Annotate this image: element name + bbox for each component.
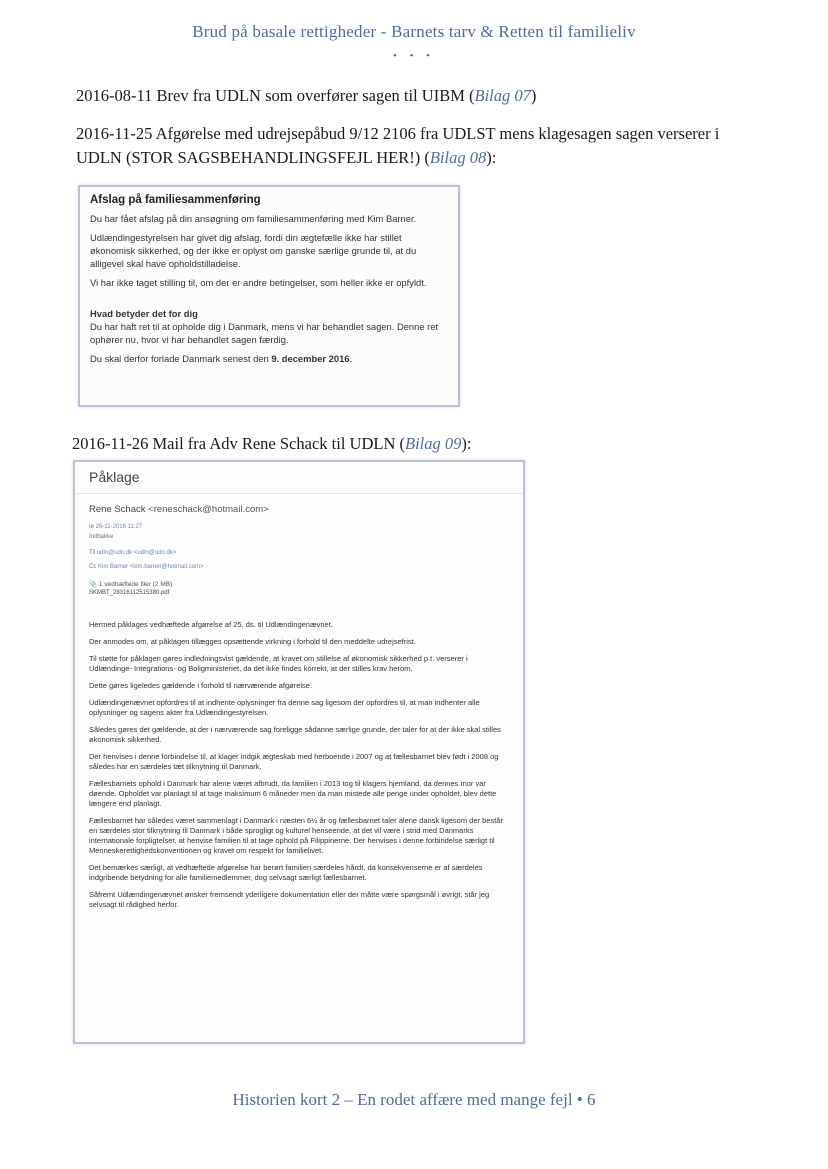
sender-email: <reneschack@hotmail.com> xyxy=(148,504,269,515)
deadline-end: . xyxy=(349,353,353,364)
entry-text: 2016-11-26 Mail fra Adv Rene Schack til UDLN ( xyxy=(72,434,405,453)
entry-text: 2016-08-11 Brev fra UDLN som overfører sagen til UIBM ( xyxy=(76,86,475,105)
email-paragraph: Der anmodes om, at påklagen tillægges opsættende virkning i forhold til den meddelte udrejsefrist. xyxy=(89,637,416,646)
deadline-date: 9. december 2016 xyxy=(271,353,350,364)
email-subject: Påklage xyxy=(75,462,523,494)
paperclip-icon: 📎 xyxy=(89,581,98,588)
bilag-reference: Bilag 08 xyxy=(429,148,487,167)
email-paragraph: Dette gøres ligeledes gældende i forhold til nærværende afgørelse. xyxy=(89,681,313,690)
email-paragraph: Til støtte for påklagen gøres indledningsvist gældende, at kravet om stillelse af økonomisk sikkerhed p.t. verserer i Udlændinge- Integrations- og Boligministeriet, da det ikke findes korrekt, at der stilles krav herom. xyxy=(89,654,468,673)
email-folder: Indbakke xyxy=(89,534,114,540)
cc-label: Cc xyxy=(89,564,97,570)
email-attachment xyxy=(89,580,509,588)
decision-paragraph: Du har haft ret til at opholde dig i Danmark, mens vi har behandlet sagen. Denne ret ophører nu, hvor vi har behandlet sagen færdig. xyxy=(90,321,439,345)
to-address: udln@udn.dk <udln@udn.dk> xyxy=(96,550,177,556)
email-paragraph: Der henvises i denne forbindelse til, at klager indgik ægteskab med herboende i 2007 og at fællesbarnet blev født i 2008 og således har en særdeles tæt tilknytning til Danmark. xyxy=(89,752,499,771)
decision-paragraph: Du har fået afslag på din ansøgning om familiesammenføring med Kim Barner. xyxy=(90,213,417,224)
email-cc xyxy=(89,562,509,572)
entry-2016-11-26 xyxy=(72,432,732,456)
decision-paragraph: Vi har ikke taget stilling til, om der er andre betingelser, som heller ikke er opfyldt. xyxy=(90,277,427,288)
email-paragraph: Fællesbarnets ophold i Danmark har alene været afbrudt, da familien i 2013 tog til klagers hjemland, da dennes mor var døende. Opholdet var planlagt til at tage maksimum 6 måneder men da man mistede alle penge under opholdet, blev dette længere end planlagt. xyxy=(89,779,497,808)
entry-2016-11-25 xyxy=(76,122,736,170)
entry-end: ) xyxy=(530,86,537,105)
decision-title: Afslag på familiesammenføring xyxy=(90,194,261,206)
email-paragraph: Hermed påklages vedhæftede afgørelse af 25. ds. til Udlændingenævnet. xyxy=(89,620,333,629)
bilag-reference: Bilag 09 xyxy=(404,434,462,453)
cc-address: Kim Barner <kim.barner@hotmail.com> xyxy=(98,564,204,570)
attachment-count: 1 vedhæftede filer (2 MB) xyxy=(98,581,173,588)
header-dots: • • • xyxy=(392,50,436,62)
entry-end: ): xyxy=(486,148,497,167)
email-date: lø 26-11-2016 11:27 xyxy=(89,524,143,530)
deadline-text: Du skal derfor forlade Danmark senest den xyxy=(90,353,272,364)
decision-screenshot xyxy=(78,185,460,407)
email-sender xyxy=(89,504,509,515)
entry-text: 2016-11-25 Afgørelse med udrejsepåbud 9/12 2106 fra UDLST mens klagesagen sagen verserer i UDLN (STOR SAGSBEHANDLINGSFEJL HER!) ( xyxy=(76,124,720,167)
email-paragraph: Således gøres det gældende, at der i nærværende sag foreligge sådanne særlige grunde, der taler for at der ikke skal stilles økonomisk sikkerhed. xyxy=(89,725,501,744)
email-paragraph: Udlændingenævnet opfordres til at indhente oplysninger fra denne sag ligesom der opfordres til, at man indhenter alle oplysninger og sagens akter fra Udlændingestyrelsen. xyxy=(89,698,480,717)
entry-2016-08-11 xyxy=(76,84,736,108)
decision-paragraph: Udlændingestyrelsen har givet dig afslag, fordi din ægtefælle ikke har stillet økonomisk sikkerhed, og der ikke er oplyst om ganske særlige grunde til, at du alligevel skal have opholdstilladelse. xyxy=(90,232,417,269)
attachment-file: SKMBT_28316112515380.pdf xyxy=(89,590,170,596)
email-paragraph: Det bemærkes særligt, at vedhæftede afgørelse har berørt familien særdeles hårdt, da konsekvenserne er af særdeles indgribende betydning for alle familiemedlemmer, dog selvsagt særligt fællesbarnet. xyxy=(89,863,483,882)
entry-end: ): xyxy=(461,434,472,453)
email-body xyxy=(75,598,523,910)
email-meta xyxy=(75,494,523,598)
page-header-title: Brud på basale rettigheder - Barnets tarv & Retten til familieliv xyxy=(192,22,636,41)
email-paragraph: Såfremt Udlændingenævnet ønsker fremsendt yderligere dokumentation eller der måtte være spørgsmål i øvrigt, står jeg selvsagt til rådighed herfor. xyxy=(89,890,490,909)
email-screenshot xyxy=(73,460,525,1044)
sender-name: Rene Schack xyxy=(89,504,146,515)
bilag-reference: Bilag 07 xyxy=(474,86,531,105)
email-to xyxy=(89,548,509,558)
page-footer: Historien kort 2 – En rodet affære med mange fejl • 6 xyxy=(232,1090,596,1109)
decision-heading: Hvad betyder det for dig xyxy=(90,308,198,319)
email-paragraph: Fællesbarnet har således været sammenlagt i Danmark i næsten 6½ år og fællesbarnet taler alene dansk ligesom der består en særdeles stor tilknytning til Danmark i både sprogligt og kulturel henseende, at det vil være i strid med Danmarks internationale forpligtelser, at henvise familien til at tage ophold på Filippinerne. Der henvises i denne forbindelse særligt til Menneskerettighedskonventionen og kravet om respekt for familielivet. xyxy=(89,816,503,855)
to-label: Til xyxy=(89,550,96,556)
decision-deadline xyxy=(90,352,448,365)
